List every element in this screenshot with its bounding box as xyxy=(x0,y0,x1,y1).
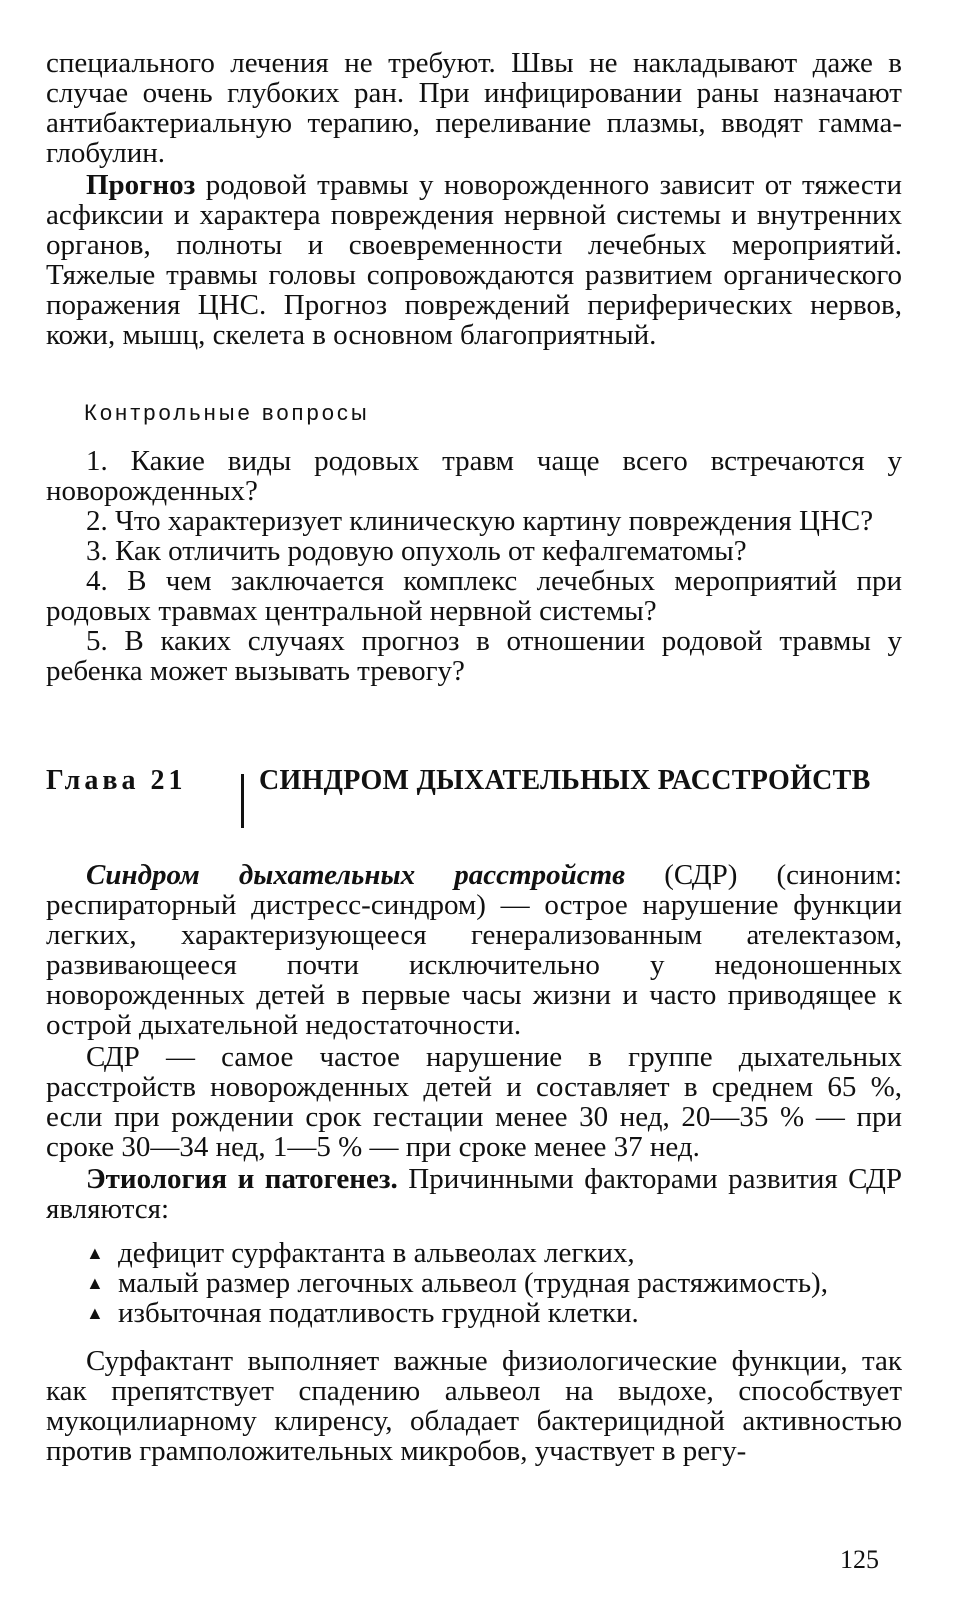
triangle-bullet-icon: ▲ xyxy=(86,1273,104,1293)
prognosis-paragraph xyxy=(46,170,902,350)
list-item xyxy=(86,1238,902,1268)
bullet-text: избыточная податливость грудной клетки. xyxy=(118,1297,639,1329)
question-item: 5. В каких случаях прогноз в отношении родовой травмы у ребенка может вызывать тревогу? xyxy=(46,625,902,687)
definition-paragraph xyxy=(46,860,902,1040)
triangle-bullet-icon: ▲ xyxy=(86,1243,104,1263)
etiology-label: Этиология и патогенез. xyxy=(86,1163,398,1195)
chapter-title: СИНДРОМ ДЫХАТЕЛЬНЫХ РАССТРОЙСТВ xyxy=(259,765,871,796)
list-item xyxy=(86,1298,902,1328)
control-questions-heading: Контрольные вопросы xyxy=(84,400,370,425)
bullet-text: дефицит сурфактанта в альвеолах легких, xyxy=(118,1237,635,1269)
continuation-paragraph: специального лечения не требуют. Швы не накладывают даже в случае очень глубоких ран. При инфицировании раны назначают антибактериальную терапию, переливание плазмы, вводят гамма-глобулин. xyxy=(46,47,902,169)
question-item: 1. Какие виды родовых травм чаще всего встречаются у новорожденных? xyxy=(46,445,902,507)
prognosis-label: Прогноз xyxy=(86,169,196,201)
chapter-label: Глава 21 xyxy=(46,765,187,796)
control-questions-list xyxy=(46,446,902,686)
etiology-text: Причинными факторами развития СДР являются: xyxy=(46,1163,902,1225)
chapter-heading xyxy=(46,766,902,826)
prognosis-text: родовой травмы у новорожденного зависит от тяжести асфиксии и характера повреждения нервной системы и внутренних органов, полноты и своевременности лечебных мероприятий. Тяжелые травмы головы сопровождаются развитием органического поражения ЦНС. Прогноз повреждений периферических нервов, кожи, мышц, скелета в основном благоприятный. xyxy=(46,169,902,351)
question-item: 4. В чем заключается комплекс лечебных мероприятий при родовых травмах центральной нервной системы? xyxy=(46,565,902,627)
definition-term: Синдром дыхательных расстройств xyxy=(86,859,626,891)
bullet-text: малый размер легочных альвеол (трудная растяжимость), xyxy=(118,1267,828,1299)
question-item: 2. Что характеризует клиническую картину повреждения ЦНС? xyxy=(86,505,874,537)
page-body xyxy=(46,48,902,1466)
frequency-paragraph: СДР — самое частое нарушение в группе дыхательных расстройств новорожденных детей и составляет в среднем 65 %, если при рождении срок гестации менее 30 нед, 20—35 % — при сроке 30—34 нед, 1—5 % — при сроке менее 37 нед. xyxy=(46,1041,902,1163)
etiology-paragraph xyxy=(46,1164,902,1224)
surfactant-paragraph: Сурфактант выполняет важные физиологические функции, так как препятствует спадению альвеол на выдохе, способствует мукоцилиарному клиренсу, обладает бактерицидной активностью против грамположительных микробов, участвует в регу- xyxy=(46,1345,902,1467)
etiology-bullet-list xyxy=(46,1238,902,1328)
chapter-divider xyxy=(241,774,244,828)
question-item: 3. Как отличить родовую опухоль от кефалгематомы? xyxy=(86,535,747,567)
triangle-bullet-icon: ▲ xyxy=(86,1303,104,1323)
definition-text: (СДР) (синоним: респираторный дистресс-синдром) — острое нарушение функции легких, характеризующееся генерализованным ателектазом, развивающееся почти исключительно у недоношенных новорожденных детей в первые часы жизни и часто приводящее к острой дыхательной недостаточности. xyxy=(46,859,903,1041)
list-item xyxy=(86,1268,902,1298)
page-number: 125 xyxy=(840,1545,879,1574)
